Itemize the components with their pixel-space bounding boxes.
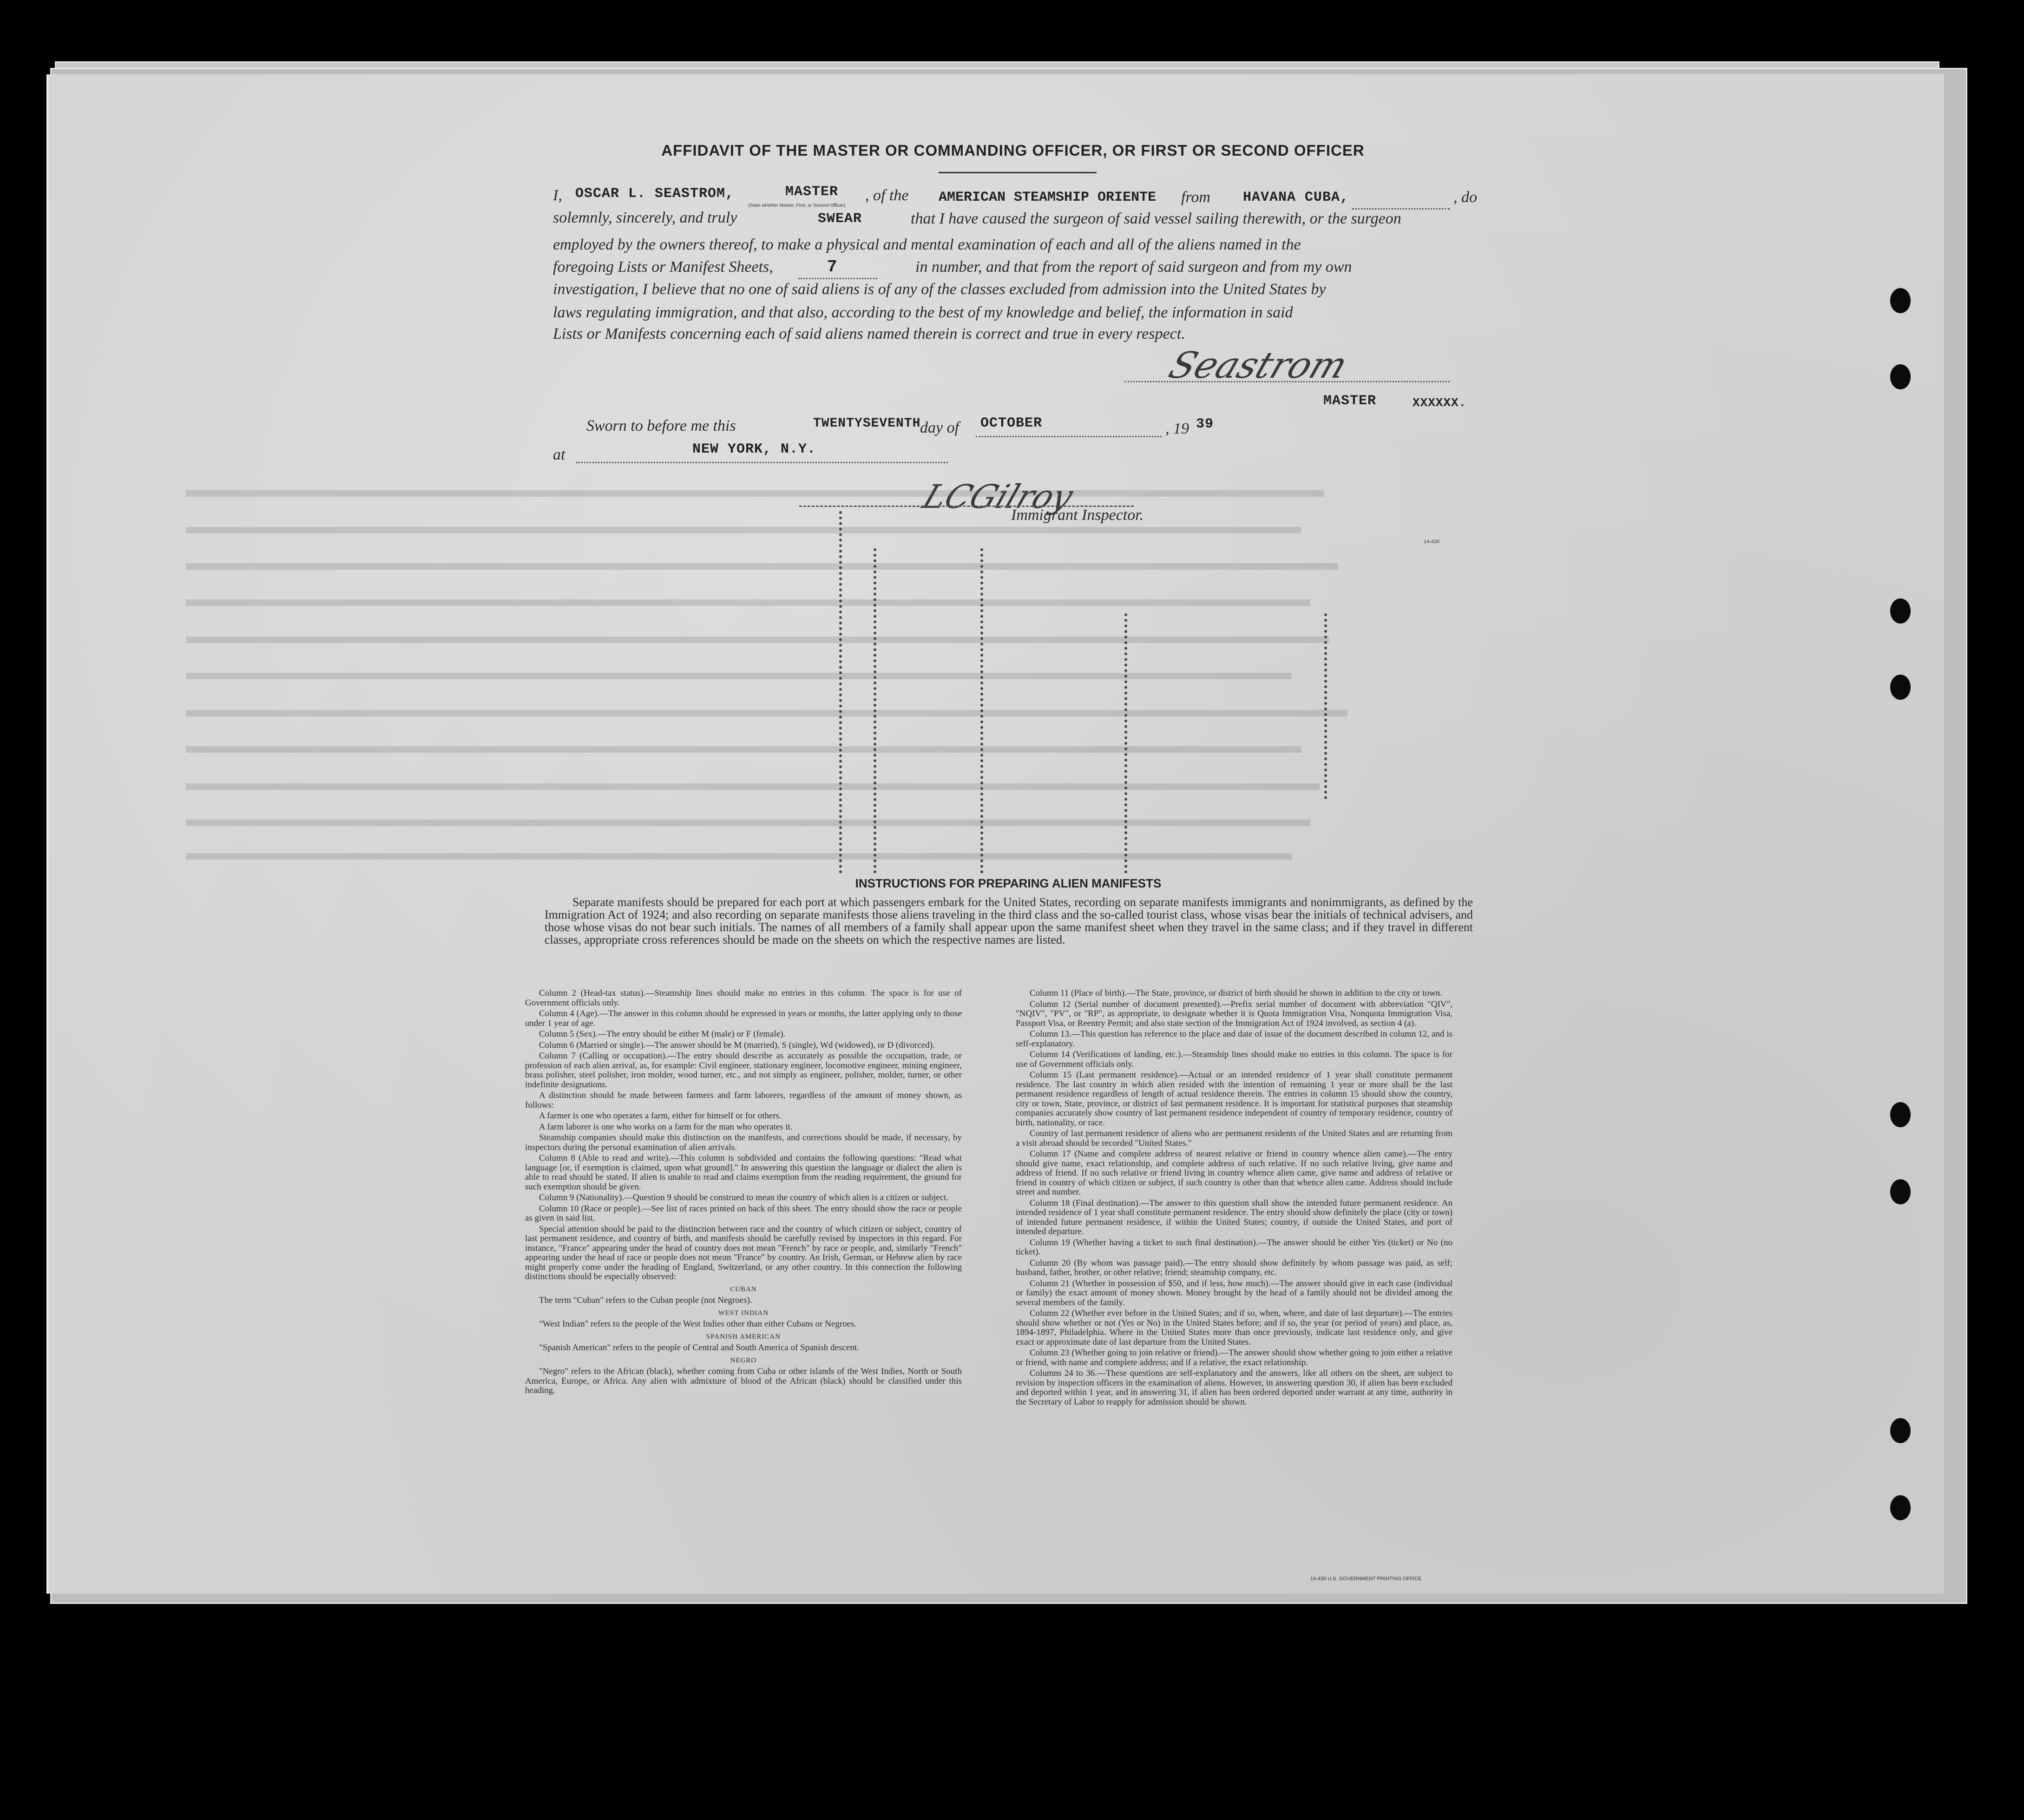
oath-word: SWEAR bbox=[818, 211, 862, 227]
instruction-paragraph: A distinction should be made between farmers and farm laborers, regardless of the amount of money shown, as follows: bbox=[525, 1091, 962, 1110]
bleed-through bbox=[186, 490, 1324, 497]
place-dots bbox=[576, 462, 948, 463]
binder-hole bbox=[1890, 288, 1911, 313]
instruction-paragraph: Column 2 (Head-tax status).—Steamship lines should make no entries in this column. The space is for use of Government officials only. bbox=[525, 988, 962, 1008]
instruction-paragraph: Column 6 (Married or single).—The answer should be M (married), S (single), Wd (widowed), or D (divorced). bbox=[539, 1040, 935, 1050]
instruction-paragraph: Country of last permanent residence of aliens who are permanent residents of the United States and are returning from a visit abroad should be recorded "United States." bbox=[1016, 1129, 1452, 1148]
affidavit-title: AFFIDAVIT OF THE MASTER OR COMMANDING OFFICER, OR FIRST OR SECOND OFFICER bbox=[661, 142, 1365, 159]
instructions-intro: Separate manifests should be prepared for each port at which passengers embark for the United States, recording on separate manifests immigrants and nonimmigrants, as defined by the Immigration Act of 1924; and also recording on separate manifests those aliens traveling in the third class and the so-called tourist class, whose visas bear the initials of technical advisers, and those whose visas do not bear such initials. The names of all members of a family shall appear upon the same manifest sheet when they travel in the same class; and if they travel in different classes, appropriate cross references should be made on the sheets on which the respective names are listed. bbox=[545, 895, 1473, 946]
instruction-paragraph: Column 4 (Age).—The answer in this column should be expressed in years or months, the latter applying only to those under 1 year of age. bbox=[525, 1009, 962, 1028]
instruction-paragraph: Column 10 (Race or people).—See list of races printed on back of this sheet. The entry should show the race or people as given in said list. bbox=[525, 1203, 962, 1223]
signature-dots bbox=[1124, 381, 1450, 382]
sworn-pre: Sworn to before me this bbox=[586, 417, 736, 434]
affidavit-line-4-pre: foregoing Lists or Manifest Sheets, bbox=[553, 258, 773, 276]
instruction-paragraph: Column 20 (By whom was passage paid).—The entry should show definitely by whom passage was paid, as self; husband, father, brother, or other relative; friend; steamship company, etc. bbox=[1016, 1258, 1452, 1277]
bleed-through bbox=[186, 637, 1329, 643]
bleed-through bbox=[186, 746, 1301, 753]
instruction-paragraph: Column 9 (Nationality).—Question 9 should be construed to mean the country of which alien is a citizen or subject. bbox=[539, 1193, 949, 1202]
instructions-right-column bbox=[1016, 989, 1452, 1408]
bleed-through bbox=[186, 710, 1347, 716]
binder-hole bbox=[1890, 675, 1911, 700]
sworn-year-prefix: , 19 bbox=[1165, 420, 1189, 437]
port-dots bbox=[1352, 208, 1450, 210]
vessel-name: AMERICAN STEAMSHIP ORIENTE bbox=[939, 190, 1157, 205]
instruction-paragraph: Column 8 (Able to read and write).—This column is subdivided and contains the following questions: "Read what language [or, if exemption is claimed, upon what ground]." In answering this question the language or dialect the alien is able to read should be stated. If alien is unable to read and claims exemption from the reading requirement, the ground for such exemption should be given. bbox=[525, 1153, 962, 1192]
definition-heading: SPANISH AMERICAN bbox=[706, 1333, 781, 1340]
instruction-paragraph: Column 5 (Sex).—The entry should be either M (male) or F (female). bbox=[539, 1029, 786, 1039]
instruction-paragraph: Column 14 (Verifications of landing, etc.).—Steamship lines should make no entries in this column. The space is for use of Government officials only. bbox=[1016, 1050, 1452, 1069]
dotted-column bbox=[1324, 613, 1330, 799]
bleed-through bbox=[186, 820, 1310, 826]
master-name: OSCAR L. SEASTROM, bbox=[575, 186, 735, 202]
sworn-year: 39 bbox=[1196, 416, 1214, 432]
sworn-month: OCTOBER bbox=[980, 415, 1043, 431]
master-signature: Seastrom bbox=[1163, 345, 1354, 387]
definition-heading: WEST INDIAN bbox=[718, 1309, 769, 1317]
binder-hole bbox=[1890, 1179, 1911, 1204]
instruction-paragraph: Columns 24 to 36.—These questions are self-explanatory and the answers, like all others on the sheet, are subject to revision by inspection officers in the examination of aliens. However, in answering question 30, if alien has been excluded and deported within 1 year, and in answering 31, if alien has been ordered deported under warrant at any time, authority in the Secretary of Labor to reapply for admission should be shown. bbox=[1016, 1368, 1452, 1407]
definition-heading: CUBAN bbox=[730, 1285, 757, 1293]
instruction-paragraph: Column 7 (Calling or occupation).—The entry should describe as accurately as possible the occupation, trade, or profession of each alien arrival, as, for example: Civil engineer, stationary engineer, locomotive engineer, mining engineer, brass polisher, steel polisher, iron molder, wood turner, etc., and not simply as engineer, polisher, molder, turner, or other indefinite designations. bbox=[525, 1051, 962, 1090]
instruction-paragraph: Column 22 (Whether ever before in the United States; and if so, when, where, and date of last departure).—The entries should show whether or not (Yes or No) in the United States before; and if so, the year (or period of years) and place, as, 1894-1897, Philadelphia. Where in the United States more than once previously, indicate last residence only, and give exact or approximate date of last departure from the United States. bbox=[1016, 1308, 1452, 1347]
instruction-paragraph: Column 13.—This question has reference to the place and date of issue of the document described in column 12, and is self-explanatory. bbox=[1016, 1029, 1452, 1049]
bleed-through bbox=[186, 783, 1320, 790]
dotted-column bbox=[839, 511, 845, 874]
struck-title: XXXXXX. bbox=[1413, 396, 1467, 410]
binder-hole bbox=[1890, 598, 1911, 624]
signer-title: MASTER bbox=[1323, 393, 1377, 409]
rank-note: (State whether Master, First, or Second Officer) bbox=[748, 203, 846, 208]
definition-text: "West Indian" refers to the people of the West Indies other than either Cubans or Negroes. bbox=[539, 1319, 857, 1329]
instruction-paragraph: Column 19 (Whether having a ticket to such final destination).—The answer should be either Yes (ticket) or No (no ticket). bbox=[1016, 1237, 1452, 1257]
affidavit-i: I, bbox=[553, 187, 562, 204]
binder-hole bbox=[1890, 364, 1911, 389]
form-code: 14-430 bbox=[1424, 539, 1440, 545]
binder-hole bbox=[1890, 1102, 1911, 1127]
instruction-paragraph: Column 12 (Serial number of document presented).—Prefix serial number of document with abbreviation "QIV", "NQIV", "PV", or "RP", as appropriate, to designate whether it is Quota Immigration Visa, Nonquota Immigration Visa, Passport Visa, or Reentry Permit; and also state section of the Immigration Act of 1924 involved, as section 4 (a). bbox=[1016, 999, 1452, 1028]
instruction-paragraph: Column 11 (Place of birth).—The State, province, or district of birth should be shown in addition to the city or town. bbox=[1030, 988, 1442, 998]
sworn-day: TWENTYSEVENTH bbox=[813, 416, 921, 431]
affidavit-line-2-post: that I have caused the surgeon of said vessel sailing therewith, or the surgeon bbox=[911, 210, 1401, 227]
instructions-left-column bbox=[525, 989, 962, 1397]
affidavit-line-2-pre: solemnly, sincerely, and truly bbox=[553, 209, 737, 226]
definition-text: "Negro" refers to the African (black), whether coming from Cuba or other islands of the West Indies, North or South America, Europe, or Africa. Any alien with admixture of blood of the African (black) should be classified under this heading. bbox=[525, 1367, 962, 1395]
instruction-paragraph: Steamship companies should make this distinction on the manifests, and corrections should be made, if necessary, by inspectors during the personal examination of alien arrivals. bbox=[525, 1133, 962, 1152]
bleed-through bbox=[186, 563, 1338, 570]
from-label: from bbox=[1181, 189, 1210, 206]
binder-hole bbox=[1890, 1418, 1911, 1443]
bleed-through bbox=[186, 599, 1310, 606]
binder-hole bbox=[1890, 1495, 1911, 1520]
sworn-place: NEW YORK, N.Y. bbox=[692, 441, 816, 457]
do-label: , do bbox=[1453, 189, 1477, 206]
dotted-column bbox=[1124, 613, 1130, 874]
printer-note: 14-430 U.S. GOVERNMENT PRINTING OFFICE bbox=[1310, 1576, 1422, 1582]
instruction-paragraph: Column 17 (Name and complete address of nearest relative or friend in country whence alien came).—The entry should give name, exact relationship, and complete address of such relative. If no such relative living, give name and address of friend. If no such relative or friend living in country whence alien came, give name and address of relative or friend in country of which citizen or subject, if such country is other than that whence alien came. Address should include street and number. bbox=[1016, 1149, 1452, 1197]
definition-text: "Spanish American" refers to the people of Central and South America of Spanish descent. bbox=[539, 1343, 859, 1353]
definition-heading: NEGRO bbox=[730, 1356, 757, 1364]
sheet-count: 7 bbox=[827, 257, 838, 276]
of-the-label: , of the bbox=[865, 187, 909, 204]
instruction-paragraph: A farmer is one who operates a farm, either for himself or for others. bbox=[539, 1111, 782, 1121]
affidavit-line-3: employed by the owners thereof, to make a physical and mental examination of each and all of the aliens named in the bbox=[553, 236, 1301, 253]
departure-port: HAVANA CUBA, bbox=[1243, 190, 1349, 205]
instructions-title: INSTRUCTIONS FOR PREPARING ALIEN MANIFESTS bbox=[855, 876, 1162, 890]
officer-rank: MASTER bbox=[785, 184, 839, 200]
instruction-paragraph: Column 21 (Whether in possession of $50, and if less, how much).—The answer should give in each case (individual or family) the exact amount of money shown. Money brought by the head of a family should not be divided among the several members of the family. bbox=[1016, 1278, 1452, 1308]
affidavit-line-6: laws regulating immigration, and that also, according to the best of my knowledge and belief, the information in said bbox=[553, 304, 1293, 321]
instruction-paragraph: Special attention should be paid to the distinction between race and the country of which citizen or subject, country of last permanent residence, and country of birth, and manifests should be carefully revised by inspectors in this regard. For instance, "France" appearing under the head of country does not mean "French" by race or people, and, similarly "French" appearing under the head of race or people does not mean "France" by country. An Irish, German, or Hebrew alien by race might properly come under the heading of England, Switzerland, or any other country. In this connection the following distinctions should be especially observed: bbox=[525, 1224, 962, 1281]
affidavit-line-5: investigation, I believe that no one of said aliens is of any of the classes excluded from admission into the United States by bbox=[553, 281, 1326, 298]
instruction-paragraph: A farm laborer is one who works on a farm for the man who operates it. bbox=[539, 1122, 793, 1132]
manifest-sheet bbox=[46, 74, 1944, 1594]
inspector-signature: LCGilroy bbox=[918, 478, 1078, 516]
month-dots bbox=[976, 436, 1162, 437]
definition-text: The term "Cuban" refers to the Cuban people (not Negroes). bbox=[539, 1295, 752, 1305]
inspector-title: Immigrant Inspector. bbox=[1011, 506, 1144, 524]
sworn-day-of: day of bbox=[920, 419, 959, 436]
instruction-paragraph: Column 15 (Last permanent residence).—Actual or an intended residence of 1 year shall constitute permanent residence. The last country in which alien resided with the intention of remaining 1 year or more shall be the last permanent residence regardless of length of actual residence therein. The entries in column 15 should show the country, city or town, State, province, or district of last permanent residence. It is important for statistical purposes that steamship companies accurately show country of last permanent residence independent of country of temporary residence, country of birth, nationality, or race. bbox=[1016, 1070, 1452, 1128]
instruction-paragraph: Column 23 (Whether going to join relative or friend).—The answer should show whether going to join either a relative or friend, with name and complete address; and if a relative, the exact relationship. bbox=[1016, 1348, 1452, 1367]
dotted-column bbox=[874, 548, 879, 874]
title-rule bbox=[939, 172, 1097, 173]
instruction-paragraph: Column 18 (Final destination).—The answer to this question shall show the intended future permanent residence. An intended residence of 1 year shall constitute permanent residence. The entry should show definitely the place (city or town) of intended future permanent residence, if within the United States; country, if outside the United States, and port of intended departure. bbox=[1016, 1198, 1452, 1236]
count-dots bbox=[798, 278, 877, 279]
affidavit-line-7: Lists or Manifests concerning each of said aliens named therein is correct and true in every respect. bbox=[553, 325, 1185, 342]
affidavit-line-4-post: in number, and that from the report of said surgeon and from my own bbox=[915, 258, 1352, 276]
dotted-column bbox=[980, 548, 986, 874]
bleed-through bbox=[186, 527, 1301, 533]
sworn-at: at bbox=[553, 446, 565, 463]
